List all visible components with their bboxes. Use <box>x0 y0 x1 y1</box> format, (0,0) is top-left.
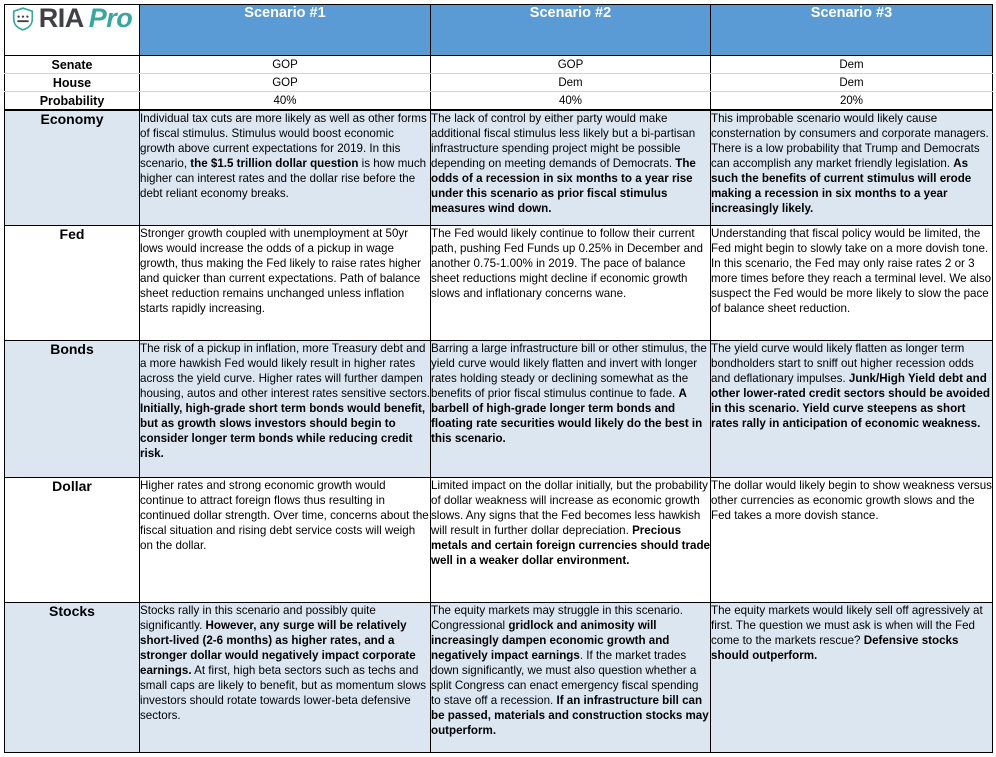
cell-fed-scenario-3: Understanding that fiscal policy would be limited, the Fed might begin to slowly take on a more dovish tone. In this scenario, the Fed may only raise rates 2 or 3 more times before they reach a terminal level. We also suspect the Fed would be more likely to slow the pace of balance sheet reduction. <box>711 225 993 340</box>
brand-wordmark <box>39 5 133 32</box>
row-label-bonds: Bonds <box>5 340 140 477</box>
column-header-scenario-3: Scenario #3 <box>711 5 993 56</box>
cell-bonds-scenario-3: The yield curve would likely flatten as longer term bondholders start to sniff out higher recession odds and deflationary impulses. Junk/High Yield debt and other lower-rated credit sectors should be avoided in this scenario. Yield curve steepens as short rates rally in anticipation of economic weakness. <box>711 340 993 477</box>
column-header-scenario-1: Scenario #1 <box>140 5 431 56</box>
shield-icon <box>12 7 34 31</box>
row-label-fed: Fed <box>5 225 140 340</box>
cell-stocks-scenario-2: The equity markets may struggle in this scenario. Congressional gridlock and animosity will increasingly dampen economic growth and negatively impact earnings. If the market trades down significantly, we must also question whether a split Congress can enact emergency fiscal spending to stave off a recession. If an infrastructure bill can be passed, materials and construction stocks may outperform. <box>431 602 711 752</box>
header-row <box>5 5 993 56</box>
brand-logo-cell <box>5 5 140 56</box>
meta-value-senate-2: GOP <box>431 56 711 74</box>
table-row <box>5 477 993 602</box>
meta-value-senate-3: Dem <box>711 56 993 74</box>
cell-economy-scenario-3: This improbable scenario would likely cause consternation by consumers and corporate managers. There is a low probability that Trump and Democrats can accomplish any market friendly legislation. As such the benefits of current stimulus will erode making a recession in six months to a year increasingly likely. <box>711 110 993 225</box>
row-label-stocks: Stocks <box>5 602 140 752</box>
meta-value-probability-1: 40% <box>140 92 431 111</box>
table-row <box>5 602 993 752</box>
cell-stocks-scenario-3: The equity markets would likely sell off agressively at first. The question we must ask is when will the Fed come to the markets rescue? Defensive stocks should outperform. <box>711 602 993 752</box>
brand-name-primary: RIA <box>38 3 84 33</box>
cell-stocks-scenario-1: Stocks rally in this scenario and possibly quite significantly. However, any surge will be relatively short-lived (2-6 months) as higher rates, and a stronger dollar would negatively impact corporate earnings. At first, high beta sectors such as techs and small caps are likely to benefit, but as momentum slows investors should rotate towards lower-beta defensive sectors. <box>140 602 431 752</box>
meta-label-house: House <box>5 74 140 92</box>
meta-label-probability: Probability <box>5 92 140 111</box>
meta-value-probability-3: 20% <box>711 92 993 111</box>
cell-fed-scenario-1: Stronger growth coupled with unemployment at 50yr lows would increase the odds of a pickup in wage growth, thus making the Fed likely to raise rates higher and quicker than current expectations. Path of balance sheet reduction remains unchanged unless inflation starts rapidly increasing. <box>140 225 431 340</box>
table-row <box>5 225 993 340</box>
meta-row-senate <box>5 56 993 74</box>
cell-economy-scenario-2: The lack of control by either party would make additional fiscal stimulus less likely but a bi-partisan infrastructure spending project might be possible depending on meeting demands of Democrats. The odds of a recession in six months to a year rise under this scenario as prior fiscal stimulus measures wind down. <box>431 110 711 225</box>
cell-economy-scenario-1: Individual tax cuts are more likely as well as other forms of fiscal stimulus. Stimulus would boost economic growth above current expectations for 2019. In this scenario, the $1.5 trillion dollar question is how much higher can interest rates and the dollar rise before the debt reliant economy breaks. <box>140 110 431 225</box>
row-label-dollar: Dollar <box>5 477 140 602</box>
meta-value-house-1: GOP <box>140 74 431 92</box>
row-label-economy: Economy <box>5 110 140 225</box>
cell-bonds-scenario-1: The risk of a pickup in inflation, more Treasury debt and a more hawkish Fed would likely result in higher rates across the yield curve. Higher rates will further dampen housing, autos and other interest rates sensitive sectors. Initially, high-grade short term bonds would benefit, but as growth slows investors should begin to consider longer term bonds while reducing credit risk. <box>140 340 431 477</box>
meta-value-house-3: Dem <box>711 74 993 92</box>
cell-dollar-scenario-1: Higher rates and strong economic growth would continue to attract foreign flows thus resulting in continued dollar strength. Over time, concerns about the fiscal situation and rising debt service costs will weigh on the dollar. <box>140 477 431 602</box>
table-row <box>5 340 993 477</box>
meta-row-house <box>5 74 993 92</box>
cell-bonds-scenario-2: Barring a large infrastructure bill or other stimulus, the yield curve would likely flatten and invert with longer rates holding steady or declining somewhat as the benefits of prior fiscal stimulus continue to fade. A barbell of high-grade longer term bonds and floating rate securities would likely do the best in this scenario. <box>431 340 711 477</box>
meta-label-senate: Senate <box>5 56 140 74</box>
table-row <box>5 110 993 225</box>
cell-dollar-scenario-2: Limited impact on the dollar initially, but the probability of dollar weakness will increase as economic growth slows. Any signs that the Fed becomes less hawkish will result in further dollar depreciation. Precious metals and certain foreign currencies should trade well in a weaker dollar environment. <box>431 477 711 602</box>
column-header-scenario-2: Scenario #2 <box>431 5 711 56</box>
meta-value-probability-2: 40% <box>431 92 711 111</box>
scenario-matrix-table <box>4 4 993 753</box>
meta-value-house-2: Dem <box>431 74 711 92</box>
meta-row-probability <box>5 92 993 111</box>
cell-dollar-scenario-3: The dollar would likely begin to show weakness versus other currencies as economic growth slows and the Fed takes a more dovish stance. <box>711 477 993 602</box>
logo <box>5 5 139 32</box>
brand-name-secondary: Pro <box>88 3 133 33</box>
matrix-body <box>5 5 993 753</box>
cell-fed-scenario-2: The Fed would likely continue to follow their current path, pushing Fed Funds up 0.25% in December and another 0.75-1.00% in 2019. The pace of balance sheet reductions might decline if economic growth slows and inflationary concerns wane. <box>431 225 711 340</box>
meta-value-senate-1: GOP <box>140 56 431 74</box>
